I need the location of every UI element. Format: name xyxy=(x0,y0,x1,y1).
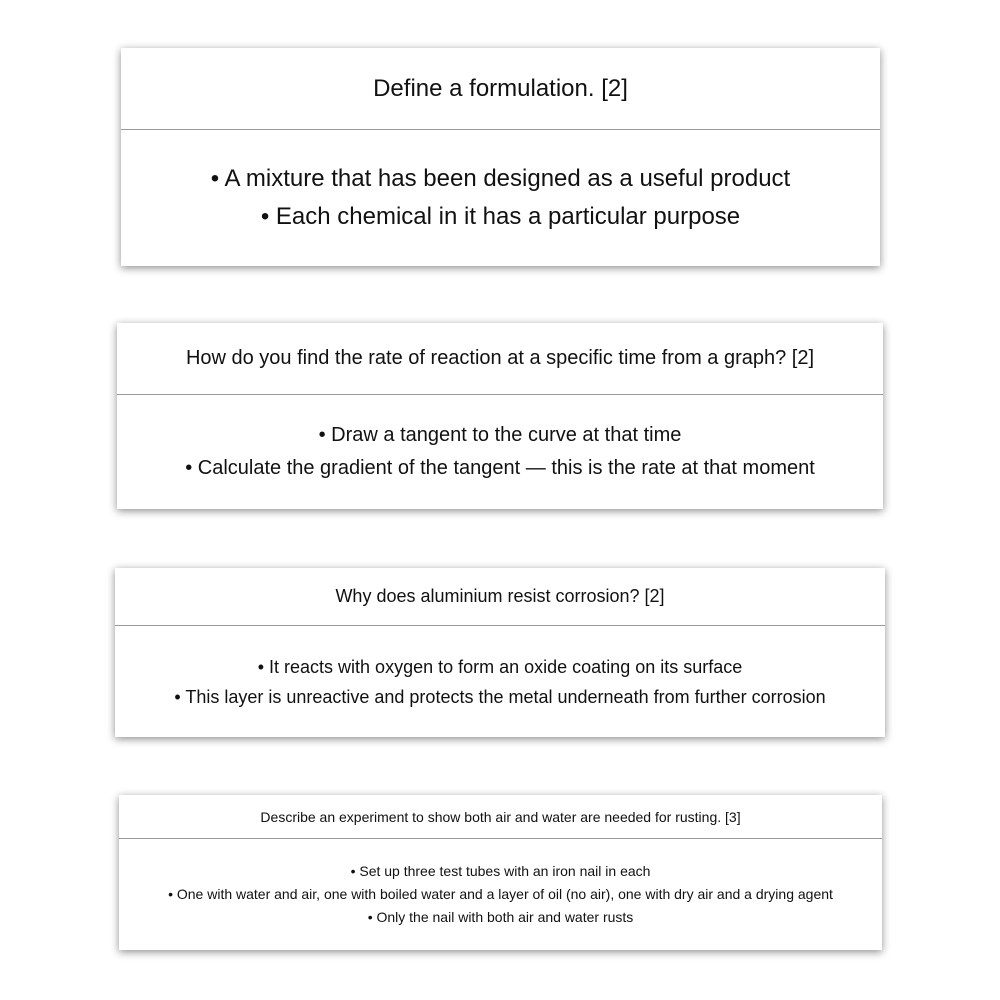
answer-point: • A mixture that has been designed as a useful product xyxy=(210,165,791,192)
answer-area xyxy=(117,395,883,509)
answer-area xyxy=(121,130,880,266)
answer-point: • Set up three test tubes with an iron nail in each xyxy=(350,863,651,879)
answer-area xyxy=(115,626,885,737)
flashcard-rusting-experiment xyxy=(119,795,882,950)
flashcard-formulation xyxy=(121,48,880,266)
flashcard-rate-of-reaction xyxy=(117,323,883,509)
answer-point: • One with water and air, one with boiled water and a layer of oil (no air), one with dry air and a drying agent xyxy=(168,886,833,902)
flashcard-aluminium-corrosion xyxy=(115,568,885,737)
answer-point: • This layer is unreactive and protects the metal underneath from further corrosion xyxy=(174,686,826,707)
question-text: Describe an experiment to show both air and water are needed for rusting. [3] xyxy=(119,795,882,839)
question-text: How do you find the rate of reaction at a specific time from a graph? [2] xyxy=(117,323,883,395)
answer-area xyxy=(119,839,882,950)
answer-point: • Calculate the gradient of the tangent — this is the rate at that moment xyxy=(185,457,815,479)
question-text: Why does aluminium resist corrosion? [2] xyxy=(115,568,885,626)
answer-point: • It reacts with oxygen to form an oxide coating on its surface xyxy=(257,656,743,677)
question-text: Define a formulation. [2] xyxy=(121,48,880,130)
answer-point: • Only the nail with both air and water rusts xyxy=(367,909,634,925)
answer-point: • Draw a tangent to the curve at that time xyxy=(318,424,682,446)
answer-point: • Each chemical in it has a particular purpose xyxy=(260,203,741,230)
